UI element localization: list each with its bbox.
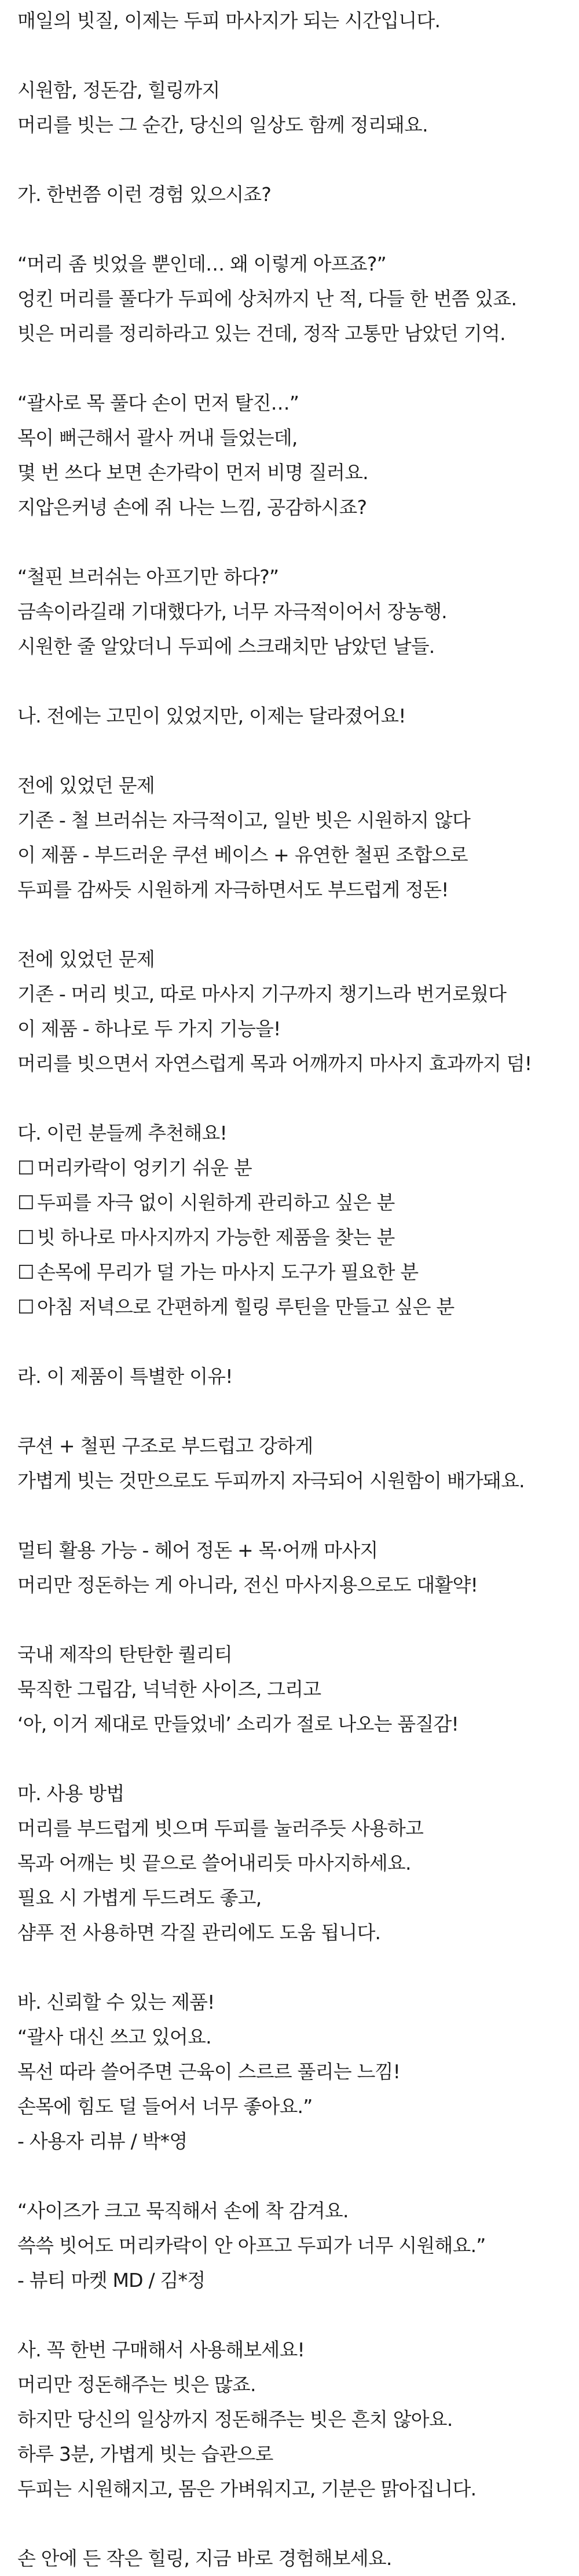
text-line: 빗은 머리를 정리하라고 있는 건데, 정작 고통만 남았던 기억.	[17, 322, 505, 345]
text-section	[17, 386, 567, 525]
checklist-item-label: 손목에 무리가 덜 가는 마사지 도구가 필요한 분	[37, 1261, 419, 1283]
checklist-item	[17, 1290, 567, 1325]
text-section	[17, 2194, 567, 2298]
text-line: 하루 3분, 가볍게 빗는 습관으로	[17, 2443, 273, 2465]
text-line: 두피를 감싸듯 시원하게 자극하면서도 부드럽게 정돈!	[17, 878, 449, 901]
checklist-item	[17, 1220, 567, 1255]
text-line: 매일의 빗질, 이제는 두피 마사지가 되는 시간입니다.	[17, 9, 441, 32]
text-line: 다. 이런 분들께 추천해요!	[17, 1122, 227, 1144]
section-heading: 국내 제작의 탄탄한 퀄리티	[17, 1643, 232, 1666]
text-line: 머리만 정돈해주는 빗은 많죠.	[17, 2373, 256, 2396]
text-line: 시원한 줄 알았더니 두피에 스크래치만 남았던 날들.	[17, 635, 435, 658]
text-line: 지압은커녕 손에 쥐 나는 느낌, 공감하시죠?	[17, 496, 367, 519]
text-line: 머리만 정돈하는 게 아니라, 전신 마사지용으로도 대활약!	[17, 1574, 478, 1596]
text-line: 머리를 빗는 그 순간, 당신의 일상도 함께 정리돼요.	[17, 114, 428, 136]
section-heading: 시원함, 정돈감, 힐링까지	[17, 79, 220, 101]
checkbox-icon: ☐	[17, 1261, 34, 1283]
checkbox-icon: ☐	[17, 1191, 34, 1214]
text-section	[17, 1533, 567, 1603]
section-heading: 쿠션 + 철핀 구조로 부드럽고 강하게	[17, 1435, 313, 1457]
text-line: ‘아, 이거 제대로 만들었네’ 소리가 절로 나오는 품질감!	[17, 1713, 459, 1735]
section-heading: 사. 꼭 한번 구매해서 사용해보세요!	[17, 2338, 305, 2361]
text-line: 목과 어깨는 빗 끝으로 쓸어내리듯 마사지하세요.	[17, 1852, 411, 1874]
checklist-item	[17, 1151, 567, 1185]
text-line: - 뷰티 마켓 MD / 김*정	[17, 2269, 206, 2292]
section-heading: “철핀 브러쉬는 아프기만 하다?”	[17, 565, 279, 588]
section-heading: 전에 있었던 문제	[17, 774, 155, 797]
text-line: 필요 시 가볍게 두드려도 좋고,	[17, 1887, 262, 1909]
text-section	[17, 1429, 567, 1498]
text-line: 손목에 힘도 덜 들어서 너무 좋아요.”	[17, 2095, 313, 2118]
text-section	[17, 1776, 567, 1950]
text-line: 묵직한 그립감, 넉넉한 사이즈, 그리고	[17, 1678, 321, 1701]
text-line: 가볍게 빗는 것만으로도 두피까지 자극되어 시원함이 배가돼요.	[17, 1469, 525, 1492]
text-line: 엉킨 머리를 풀다가 두피에 상처까지 난 적, 다들 한 번쯤 있죠.	[17, 287, 517, 310]
section-heading: “사이즈가 크고 묵직해서 손에 착 감겨요.	[17, 2199, 349, 2222]
text-section	[17, 768, 567, 907]
section-heading: “괄사로 목 풀다 손이 먼저 탈진…”	[17, 392, 299, 414]
text-line: 나. 전에는 고민이 있었지만, 이제는 달라졌어요!	[17, 705, 406, 727]
text-line: 두피는 시원해지고, 몸은 가벼워지고, 기분은 맑아집니다.	[17, 2478, 477, 2500]
text-section	[17, 1637, 567, 1742]
text-line: 샴푸 전 사용하면 각질 관리에도 도움 됩니다.	[17, 1921, 381, 1944]
section-heading: “머리 좀 빗었을 뿐인데… 왜 이렇게 아프죠?”	[17, 253, 386, 275]
text-line: 몇 번 쓰다 보면 손가락이 먼저 비명 질러요.	[17, 461, 368, 484]
section-heading: 멀티 활용 가능 - 헤어 정돈 + 목·어깨 마사지	[17, 1539, 378, 1561]
text-section	[17, 3, 567, 38]
text-section	[17, 73, 567, 143]
checkbox-icon: ☐	[17, 1156, 34, 1179]
text-section	[17, 560, 567, 664]
text-line: 이 제품 - 부드러운 쿠션 베이스 + 유연한 철핀 조합으로	[17, 844, 468, 866]
text-line: 가. 한번쯤 이런 경험 있으시죠?	[17, 183, 272, 206]
text-section	[17, 1116, 567, 1325]
section-heading: 바. 신뢰할 수 있는 제품!	[17, 1991, 215, 2013]
text-section	[17, 1359, 567, 1394]
document-body	[17, 3, 567, 2576]
text-line: 목선 따라 쓸어주면 근육이 스르르 풀리는 느낌!	[17, 2060, 401, 2083]
text-line: 기존 - 머리 빗고, 따로 마사지 기구까지 챙기느라 번거로웠다	[17, 983, 507, 1005]
checklist-item-label: 머리카락이 엉키기 쉬운 분	[37, 1156, 252, 1179]
text-line: 금속이라길래 기대했다가, 너무 자극적이어서 장농행.	[17, 600, 447, 623]
text-line: 라. 이 제품이 특별한 이유!	[17, 1365, 233, 1388]
text-line: 머리를 빗으면서 자연스럽게 목과 어깨까지 마사지 효과까지 덤!	[17, 1052, 532, 1075]
text-section	[17, 2541, 567, 2576]
checklist-item	[17, 1255, 567, 1290]
text-section	[17, 2333, 567, 2506]
text-section	[17, 177, 567, 212]
checkbox-icon: ☐	[17, 1226, 34, 1249]
checklist-item	[17, 1185, 567, 1220]
section-heading: 마. 사용 방법	[17, 1782, 124, 1805]
text-line: 기존 - 철 브러쉬는 자극적이고, 일반 빗은 시원하지 않다	[17, 809, 471, 831]
text-section	[17, 699, 567, 734]
checklist-item-label: 빗 하나로 마사지까지 가능한 제품을 찾는 분	[37, 1226, 395, 1249]
section-heading: 전에 있었던 문제	[17, 948, 155, 970]
text-line: 쓱쓱 빗어도 머리카락이 안 아프고 두피가 너무 시원해요.”	[17, 2234, 486, 2257]
text-line: 손 안에 든 작은 힐링, 지금 바로 경험해보세요.	[17, 2547, 392, 2570]
text-section	[17, 247, 567, 351]
text-line: 목이 뻐근해서 괄사 꺼내 들었는데,	[17, 426, 298, 449]
checklist-item-label: 아침 저녁으로 간편하게 힐링 루틴을 만들고 싶은 분	[37, 1296, 455, 1318]
text-line: 하지만 당신의 일상까지 정돈해주는 빗은 흔치 않아요.	[17, 2408, 453, 2431]
text-line: “괄사 대신 쓰고 있어요.	[17, 2026, 211, 2048]
text-section	[17, 1985, 567, 2159]
text-line: 이 제품 - 하나로 두 가지 기능을!	[17, 1017, 281, 1040]
checkbox-icon: ☐	[17, 1296, 34, 1318]
text-section	[17, 942, 567, 1081]
checklist-item-label: 두피를 자극 없이 시원하게 관리하고 싶은 분	[37, 1191, 395, 1214]
text-line: - 사용자 리뷰 / 박*영	[17, 2130, 188, 2152]
text-line: 머리를 부드럽게 빗으며 두피를 눌러주듯 사용하고	[17, 1817, 424, 1840]
